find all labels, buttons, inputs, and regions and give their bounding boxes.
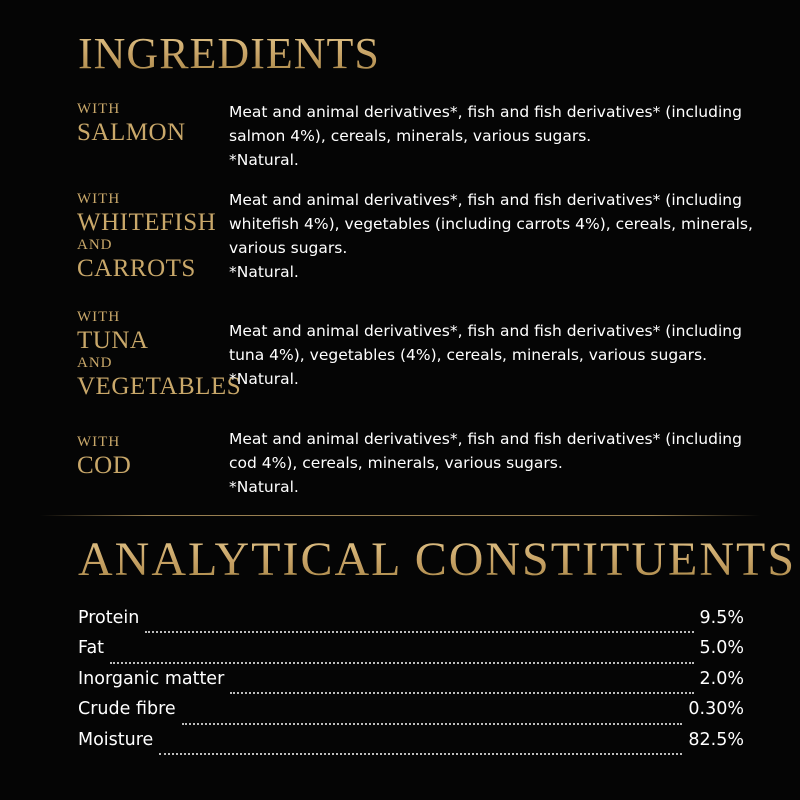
description-line: tuna 4%), vegetables (4%), cereals, minerals, various sugars. — [229, 346, 708, 364]
description-line: *Natural. — [229, 263, 299, 281]
dot-leader — [110, 662, 693, 664]
constituent-row-crude-fibre — [78, 699, 744, 729]
dot-leader — [182, 723, 683, 725]
variety-label — [77, 102, 186, 148]
variety-word: CARROTS — [77, 255, 196, 282]
description-line: Meat and animal derivatives*, fish and fish derivatives* (including — [229, 103, 742, 121]
variety-word: WHITEFISH — [77, 209, 217, 236]
ingredient-description — [229, 188, 789, 284]
variety-label — [77, 192, 216, 284]
analytical-title: ANALYTICAL CONSTITUENTS — [78, 533, 797, 586]
ingredient-description — [229, 319, 789, 391]
constituent-value: 0.30% — [688, 699, 744, 720]
description-line: *Natural. — [229, 478, 299, 496]
constituent-value: 2.0% — [699, 668, 744, 689]
variety-word: SALMON — [77, 119, 186, 146]
constituent-label: Protein — [78, 608, 140, 628]
constituent-row-inorganic-matter — [78, 669, 744, 699]
dot-leader — [145, 631, 693, 633]
variety-label — [77, 310, 241, 402]
variety-word: WITH — [77, 434, 121, 450]
dot-leader — [230, 692, 693, 694]
description-line: various sugars. — [229, 239, 348, 257]
description-line: Meat and animal derivatives*, fish and fish derivatives* (including — [229, 322, 742, 340]
description-line: Meat and animal derivatives*, fish and fish derivatives* (including — [229, 430, 742, 448]
constituents-list — [78, 608, 744, 760]
section-divider — [40, 515, 760, 516]
constituent-label: Inorganic matter — [78, 668, 225, 689]
ingredients-title: INGREDIENTS — [78, 29, 380, 78]
variety-word: WITH — [77, 309, 121, 325]
variety-word: WITH — [77, 191, 121, 207]
constituent-label: Moisture — [78, 729, 154, 750]
description-line: *Natural. — [229, 370, 299, 388]
dot-leader — [159, 753, 682, 755]
constituent-value: 82.5% — [688, 729, 744, 750]
constituent-row-fat — [78, 638, 744, 668]
constituent-label: Crude fibre — [78, 699, 176, 720]
variety-label — [77, 435, 131, 481]
variety-word: COD — [77, 452, 132, 479]
variety-word: AND — [77, 355, 113, 371]
description-line: salmon 4%), cereals, minerals, various sugars. — [229, 127, 592, 145]
variety-word: WITH — [77, 101, 121, 117]
constituent-row-moisture — [78, 730, 744, 760]
variety-word: VEGETABLES — [77, 373, 242, 400]
constituent-value: 5.0% — [699, 638, 744, 659]
constituent-value: 9.5% — [699, 608, 744, 628]
description-line: whitefish 4%), vegetables (including carrots 4%), cereals, minerals, — [229, 215, 753, 233]
description-line: *Natural. — [229, 151, 299, 169]
description-line: Meat and animal derivatives*, fish and fish derivatives* (including — [229, 191, 742, 209]
variety-word: TUNA — [77, 327, 149, 354]
ingredient-description — [229, 427, 789, 499]
ingredient-description — [229, 100, 789, 172]
description-line: cod 4%), cereals, minerals, various sugars. — [229, 454, 563, 472]
variety-word: AND — [77, 237, 113, 253]
constituent-row-protein — [78, 608, 744, 638]
constituent-label: Fat — [78, 638, 105, 659]
